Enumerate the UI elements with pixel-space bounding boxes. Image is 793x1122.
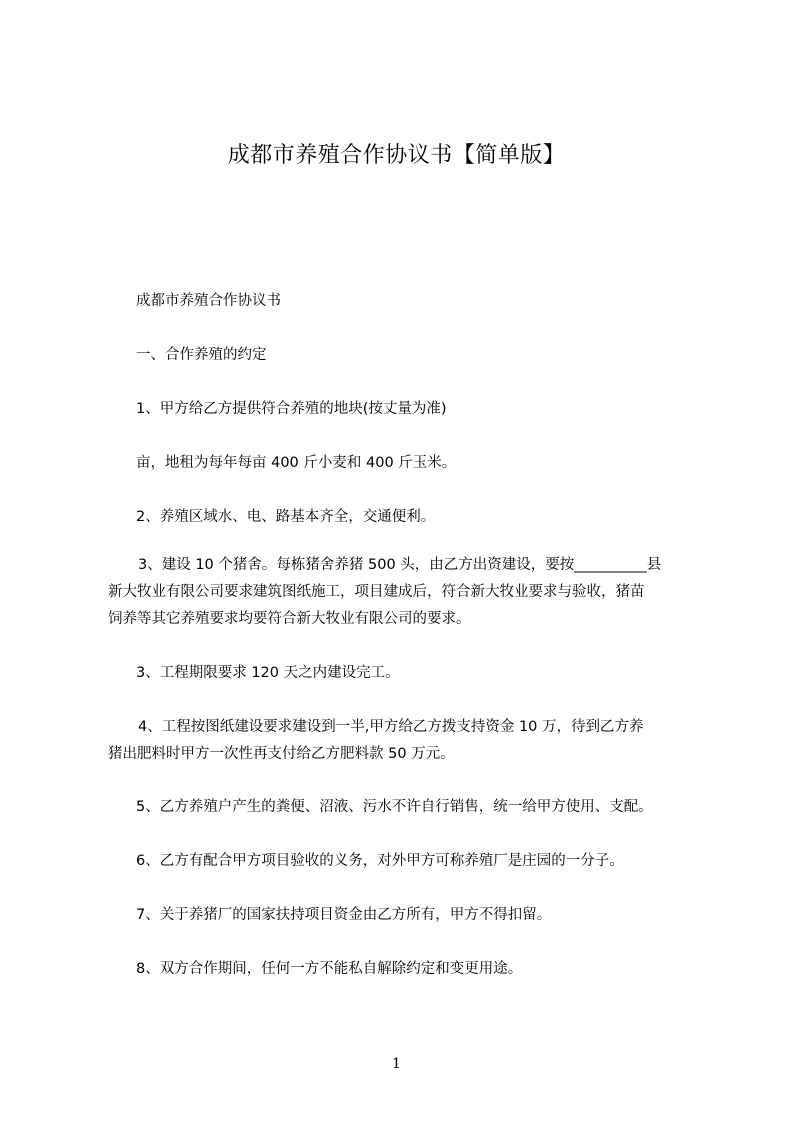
clause-3-line-2: 新大牧业有限公司要求建筑图纸施工，项目建成后，符合新大牧业要求与验收，猪苗 [108, 584, 645, 600]
clause-3-line-1: 3、建设 10 个猪舍。每栋猪舍养猪 500 头，由乙方出资建设，要按__________县 [138, 557, 662, 573]
clause-2: 2、养殖区域水、电、路基本齐全，交通便利。 [136, 509, 436, 525]
clause-3-line-3: 饲养等其它养殖要求均要符合新大牧业有限公司的要求。 [108, 611, 471, 627]
clause-4-line-2: 猪出肥料时甲方一次性再支付给乙方肥料款 50 万元。 [108, 746, 455, 762]
clause-4-line-1: 4、工程按图纸建设要求建设到一半,甲方给乙方拨支持资金 10 万，待到乙方养 [138, 719, 644, 735]
clause-7: 7、关于养猪厂的国家扶持项目资金由乙方所有，甲方不得扣留。 [136, 907, 552, 923]
page-number: 1 [392, 1056, 401, 1072]
agreement-subtitle: 成都市养殖合作协议书 [136, 293, 281, 309]
clause-1: 1、甲方给乙方提供符合养殖的地块(按丈量为准) [136, 401, 447, 417]
clause-5: 5、乙方养殖户产生的粪便、沼液、污水不许自行销售，统一给甲方使用、支配。 [136, 799, 653, 815]
document-title: 成都市养殖合作协议书【简单版】 [227, 143, 566, 168]
section-heading-cooperation: 一、合作养殖的约定 [136, 347, 267, 363]
clause-3-construction [108, 556, 661, 637]
clause-8: 8、双方合作期间，任何一方不能私自解除约定和变更用途。 [136, 961, 523, 977]
clause-4-funding [108, 718, 644, 772]
clause-1-continuation: 亩，地租为每年每亩 400 斤小麦和 400 斤玉米。 [136, 455, 457, 471]
clause-3-deadline: 3、工程期限要求 120 天之内建设完工。 [136, 665, 400, 681]
clause-6: 6、乙方有配合甲方项目验收的义务，对外甲方可称养殖厂是庄园的一分子。 [136, 853, 624, 869]
